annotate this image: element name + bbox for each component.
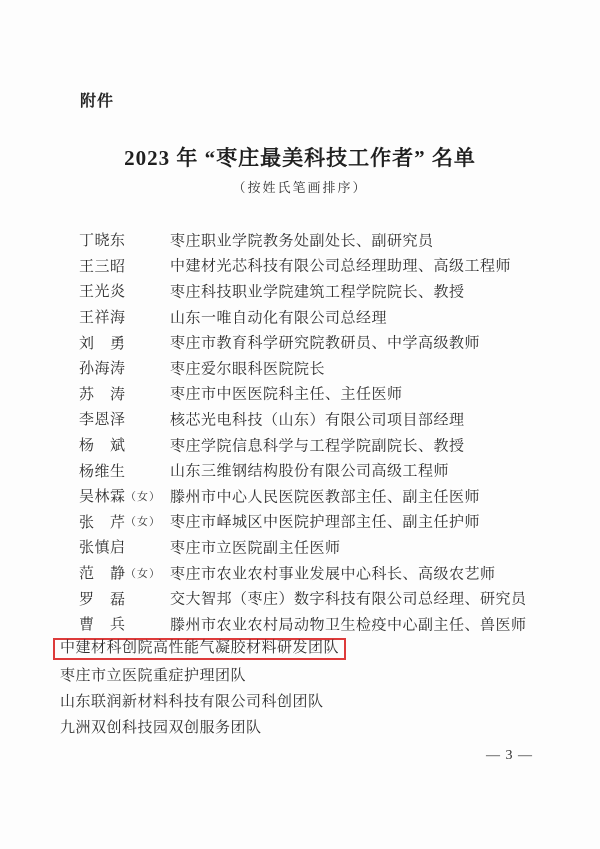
person-name: 吴林霖: [79, 489, 126, 506]
person-title: 核芯光电科技（山东）有限公司项目部经理: [170, 412, 465, 429]
team-list-item: [60, 713, 570, 739]
team-list-item: [60, 662, 570, 688]
red-highlight-box: [53, 638, 346, 660]
list-item: [60, 509, 570, 535]
person-name: 丁晓东: [79, 233, 126, 250]
person-title: 山东一唯自动化有限公司总经理: [170, 310, 388, 327]
list-item: [60, 227, 570, 253]
page-subtitle: （按姓氏笔画排序）: [232, 180, 368, 195]
person-title: 交大智邦（枣庄）数字科技有限公司总经理、研究员: [170, 591, 527, 608]
person-title: 枣庄市农业农村事业发展中心科长、高级农艺师: [170, 566, 496, 583]
list-item: [60, 406, 570, 432]
person-name: 曹 兵: [79, 617, 126, 634]
person-name: 范 静: [79, 566, 126, 583]
list-item: [60, 483, 570, 509]
person-title: 枣庄科技职业学院建筑工程学院院长、教授: [170, 284, 465, 301]
list-item: [60, 585, 570, 611]
person-name: 刘 勇: [79, 335, 126, 352]
team-name: 中建材科创院高性能气凝胶材料研发团队: [60, 640, 340, 657]
team-name: 九洲双创科技园双创服务团队: [60, 719, 262, 736]
team-list-item-highlighted: [60, 637, 570, 663]
person-name: 李恩泽: [79, 412, 126, 429]
attachment-label: 附件: [80, 93, 115, 110]
person-title: 枣庄市立医院副主任医师: [170, 540, 341, 557]
page-title: 2023 年 “枣庄最美科技工作者” 名单: [124, 146, 476, 170]
person-title: 枣庄市教育科学研究院教研员、中学高级教师: [170, 335, 481, 352]
person-name: 苏 涛: [79, 386, 126, 403]
list-item: [60, 560, 570, 586]
list-item: [60, 253, 570, 279]
list-item: [60, 457, 570, 483]
person-title: 枣庄市中医医院科主任、主任医师: [170, 386, 403, 403]
team-name: 山东联润新材料科技有限公司科创团队: [60, 693, 324, 710]
person-title: 枣庄爱尔眼科医院院长: [170, 361, 326, 378]
person-title: 枣庄学院信息科学与工程学院副院长、教授: [170, 438, 465, 455]
person-gender: （女）: [125, 490, 161, 503]
person-name: 杨维生: [79, 463, 126, 480]
list-item: [60, 381, 570, 407]
person-title: 滕州市农业农村局动物卫生检疫中心副主任、兽医师: [170, 617, 527, 634]
list-item: [60, 304, 570, 330]
person-gender: （女）: [125, 516, 161, 529]
person-name: 王祥海: [79, 310, 126, 327]
person-gender: （女）: [125, 567, 161, 580]
person-title: 枣庄职业学院教务处副处长、副研究员: [170, 233, 434, 250]
list-item: [60, 432, 570, 458]
person-name: 孙海涛: [79, 361, 126, 378]
person-name: 杨 斌: [79, 438, 126, 455]
list-item: [60, 329, 570, 355]
list-item: [60, 278, 570, 304]
person-title: 枣庄市峄城区中医院护理部主任、副主任护师: [170, 514, 481, 531]
person-name: 王三昭: [79, 258, 126, 275]
team-name: 枣庄市立医院重症护理团队: [60, 668, 247, 685]
list-item: [60, 611, 570, 637]
person-name: 张 芹: [79, 514, 126, 531]
person-name: 张慎启: [79, 540, 126, 557]
awardee-list: [60, 227, 570, 739]
list-item: [60, 534, 570, 560]
person-title: 滕州市中心人民医院医教部主任、副主任医师: [170, 489, 481, 506]
person-name: 罗 磊: [79, 591, 126, 608]
page-number: — 3 —: [486, 748, 533, 763]
list-item: [60, 355, 570, 381]
person-title: 山东三维钢结构股份有限公司高级工程师: [170, 463, 450, 480]
person-title: 中建材光芯科技有限公司总经理助理、高级工程师: [170, 258, 512, 275]
person-name: 王光炎: [79, 284, 126, 301]
team-list-item: [60, 688, 570, 714]
